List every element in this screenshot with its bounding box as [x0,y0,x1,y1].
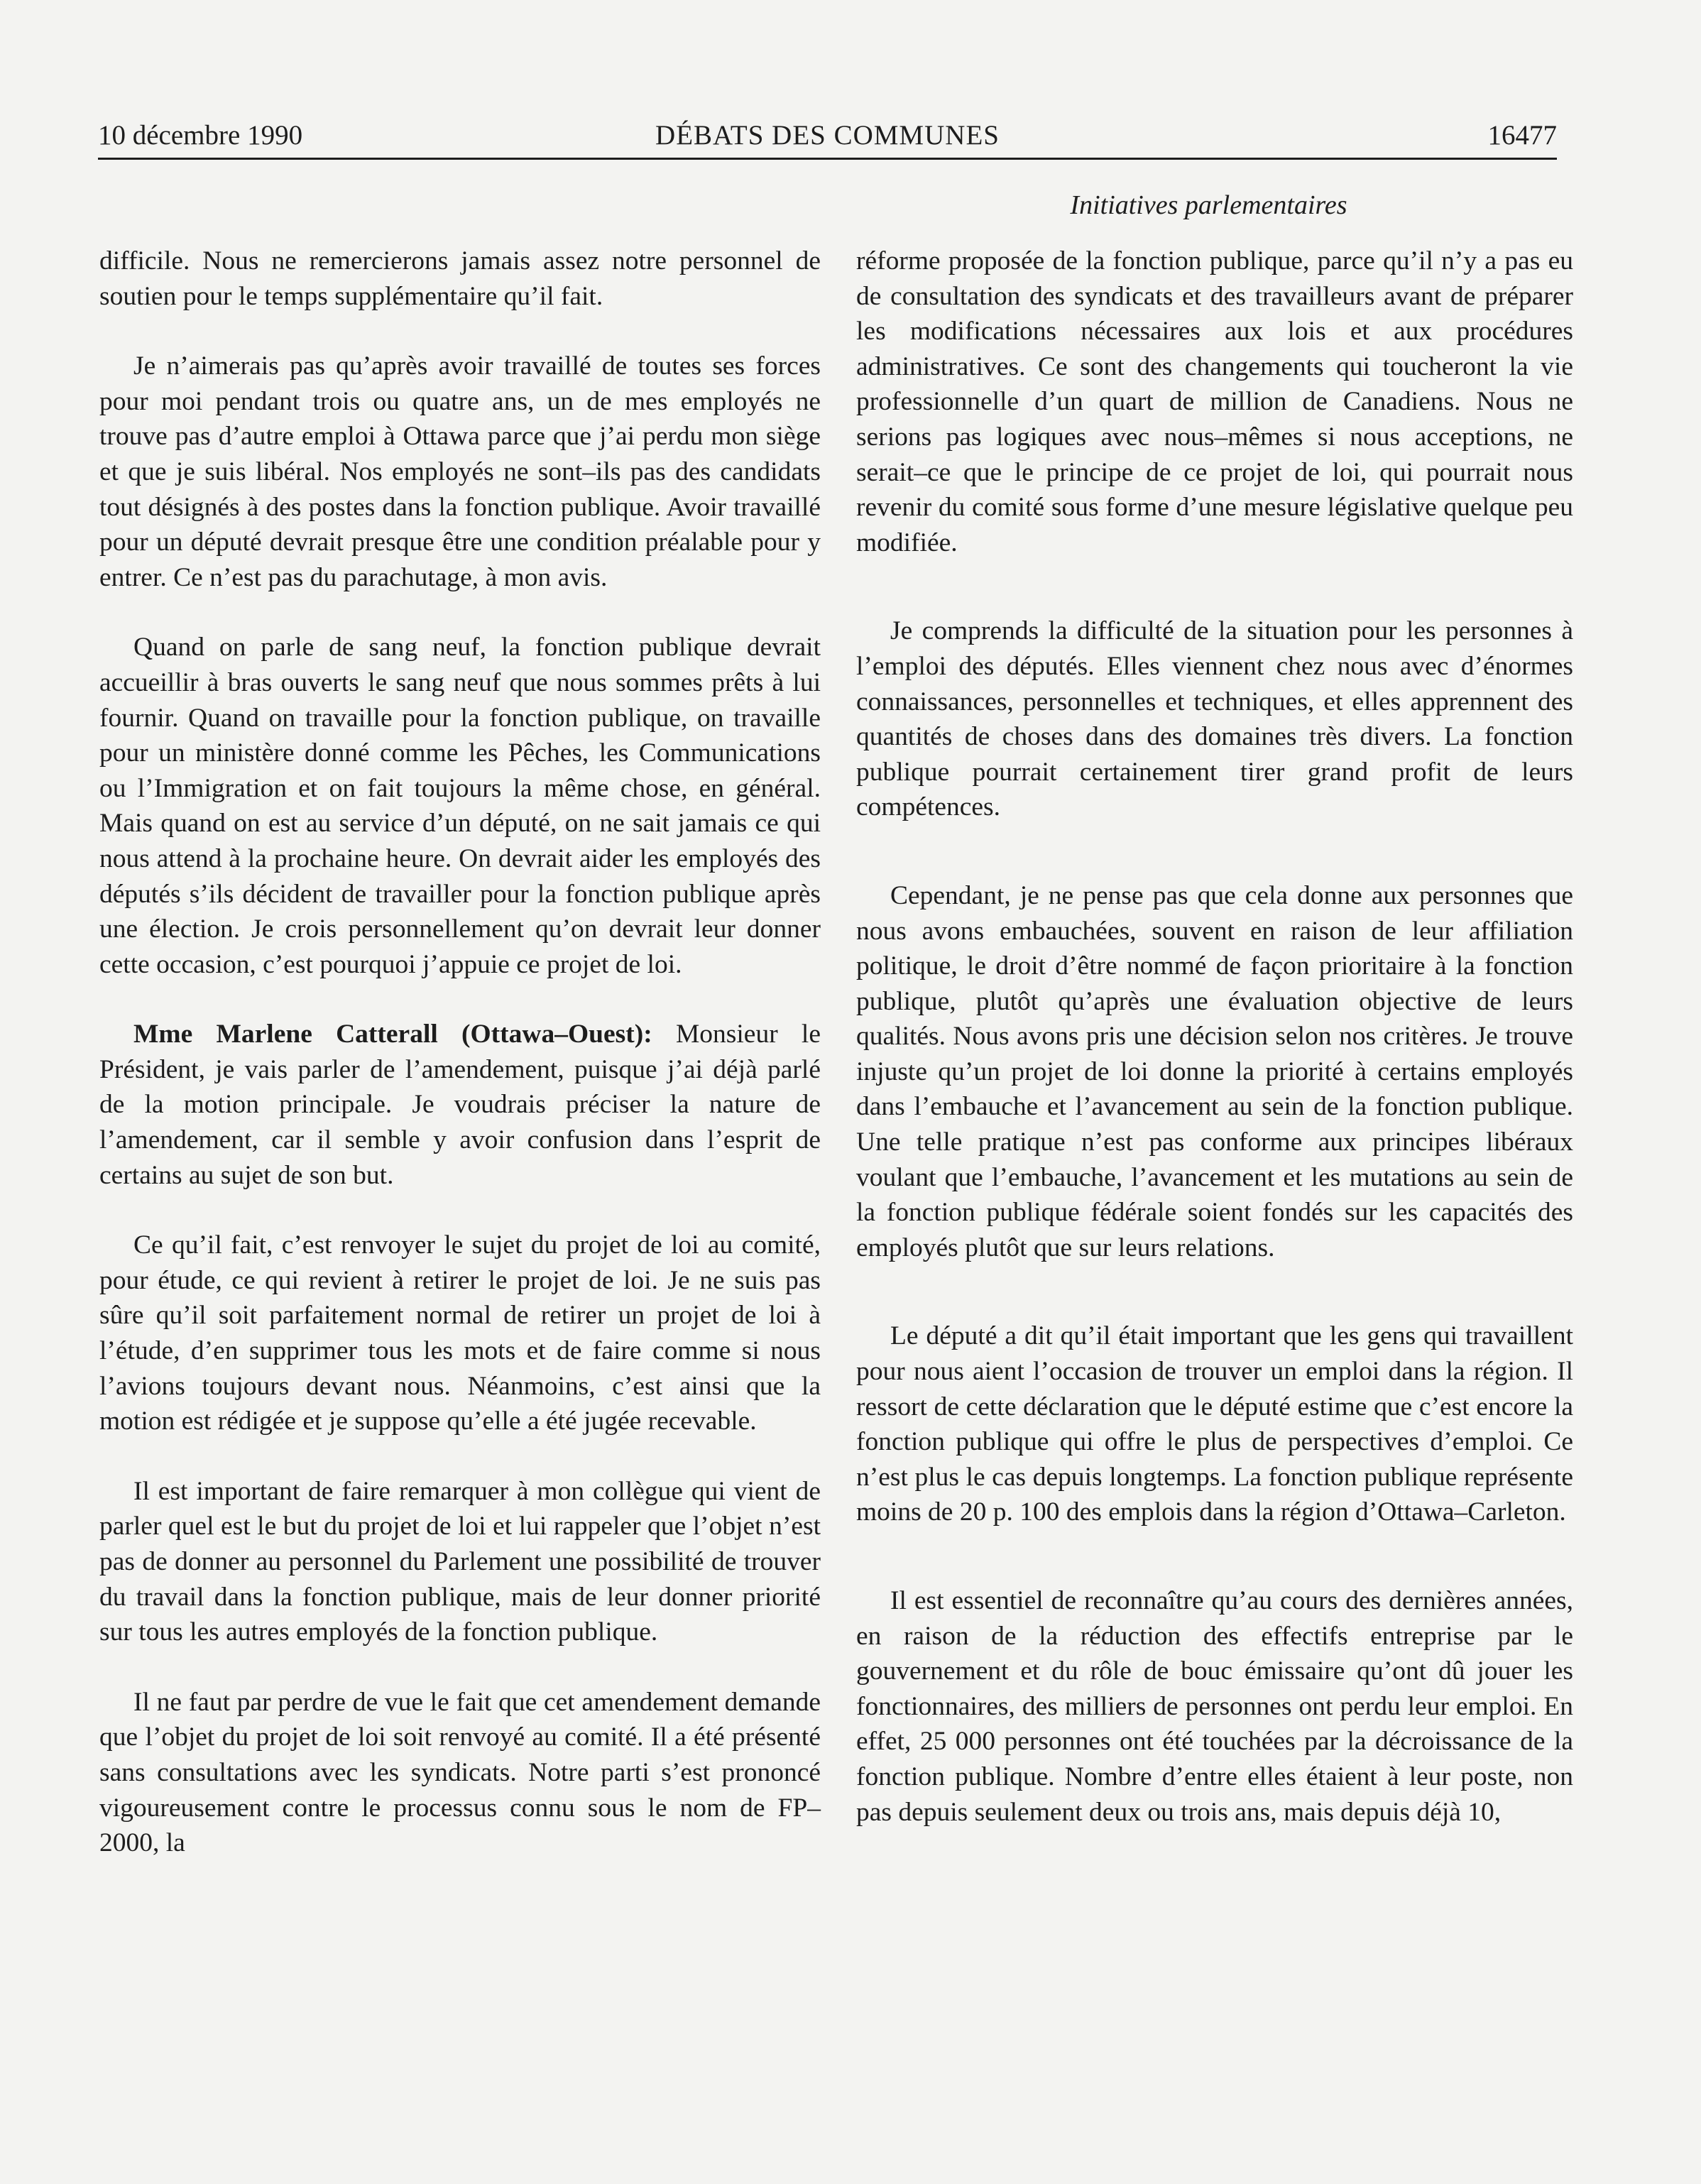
paragraph: Il ne faut par perdre de vue le fait que cet amendement demande que l’objet du projet de loi soit renvoyé au comité. Il a été présenté sans consultations avec les syndicats. Notre parti s’est prononcé vigoureusement contre le processus connu sous le nom de FP–2000, la [99,1687,821,1858]
paragraph: Il est important de faire remarquer à mon collègue qui vient de parler quel est le but du projet de loi et lui rappeler que l’objet n’est pas de donner au personnel du Parlement une possibilité de trouver du travail dans la fonction publique, mais de leur donner priorité sur tous les autres employés de la fonction publique. [99,1476,821,1647]
header-rule [98,158,1557,160]
page-number: 16477 [1487,120,1557,151]
right-column [856,244,1573,1830]
paragraph: difficile. Nous ne remercierons jamais assez notre personnel de soutien pour le temps supplémentaire qu’il fait. [99,246,821,311]
speaker-text: Monsieur le Président, je vais parler de l’amendement, puisque j’ai déjà parlé de la motion principale. Je voudrais préciser la nature de l’amendement, car il semble y avoir confusion dans l’esprit de certains au sujet de son but. [99,1020,821,1190]
paragraph: Cependant, je ne pense pas que cela donne aux personnes que nous avons embauchées, souvent en raison de leur affiliation politique, le droit d’être nommé de façon prioritaire à la fonction publique, plutôt qu’après une évaluation objective de leurs qualités. Nous avons pris une décision selon nos critères. Je trouve injuste qu’un projet de loi donne la priorité à certains employés dans l’embauche et l’avancement au sein de la fonction publique. Une telle pratique n’est pas conforme aux principes libéraux voulant que l’embauche, l’avancement et les mutations au sein de la fonction publique fédérale soient fondés sur les capacités des employés plutôt que sur leurs relations. [856,880,1573,1262]
speaker-paragraph [99,1017,821,1193]
header-title: DÉBATS DES COMMUNES [655,120,1000,151]
section-heading: Initiatives parlementaires [1070,190,1347,220]
left-column [99,244,821,1861]
paragraph: Il est essentiel de reconnaître qu’au cours des dernières années, en raison de la réduction des effectifs entreprise par le gouvernement et du rôle de bouc émissaire qu’ont dû jouer les fonctionnaires, des milliers de personnes ont perdu leur emploi. En effet, 25 000 personnes ont été touchées par la décroissance de la fonction publique. Nombre d’entre elles étaient à leur poste, non pas depuis seulement deux ou trois ans, mais depuis déjà 10, [856,1586,1573,1827]
paragraph: Quand on parle de sang neuf, la fonction publique devrait accueillir à bras ouverts le sang neuf que nous sommes prêts à lui fournir. Quand on travaille pour la fonction publique, on travaille pour un ministère donné comme les Pêches, les Communications ou l’Immigration et on fait toujours la même chose, en général. Mais quand on est au service d’un député, on ne sait jamais ce qui nous attend à la prochaine heure. On devrait aider les employés des députés s’ils décident de travailler pour la fonction publique après une élection. Je crois personnellement qu’on devrait leur donner cette occasion, c’est pourquoi j’appuie ce projet de loi. [99,633,821,979]
paragraph: Ce qu’il fait, c’est renvoyer le sujet du projet de loi au comité, pour étude, ce qui revient à retirer le projet de loi. Je ne suis pas sûre qu’il soit parfaitement normal de retirer un projet de loi à l’étude, d’en supprimer tous les mots et de faire comme si nous l’avions toujours devant nous. Néanmoins, c’est ainsi que la motion est rédigée et je suppose qu’elle a été jugée recevable. [99,1230,821,1436]
paragraph: Je comprends la difficulté de la situation pour les personnes à l’emploi des députés. Elles viennent chez nous avec d’énormes connaissances, personnelles et techniques, et elles apprennent des quantités de choses dans des domaines très divers. La fonction publique pourrait certainement tirer grand profit de leurs compétences. [856,616,1573,822]
speaker-name: Mme Marlene Catterall (Ottawa–Ouest): [133,1020,652,1049]
paragraph: réforme proposée de la fonction publique, parce qu’il n’y a pas eu de consultation des syndicats et des travailleurs avant de préparer les modifications nécessaires aux lois et aux procédures administratives. Ce sont des changements qui toucheront la vie professionnelle d’un quart de million de Canadiens. Nous ne serions pas logiques avec nous–mêmes si nous acceptions, ne serait–ce que le principe de ce projet de loi, qui pourrait nous revenir du comité sous forme d’une mesure législative quelque peu modifiée. [856,246,1573,557]
paragraph: Je n’aimerais pas qu’après avoir travaillé de toutes ses forces pour moi pendant trois ou quatre ans, un de mes employés ne trouve pas d’autre emploi à Ottawa parce que j’ai perdu mon siège et que je suis libéral. Nos employés ne sont–ils pas des candidats tout désignés à des postes dans la fonction publique. Avoir travaillé pour un député devrait presque être une condition préalable pour y entrer. Ce n’est pas du parachutage, à mon avis. [99,351,821,592]
page-header [98,115,1557,156]
header-date: 10 décembre 1990 [98,120,303,151]
paragraph: Le député a dit qu’il était important que les gens qui travaillent pour nous aient l’occasion de trouver un emploi dans la région. Il ressort de cette déclaration que le député estime que c’est encore la fonction publique qui offre le plus de perspectives d’emploi. Ce n’est plus le cas depuis longtemps. La fonction publique représente moins de 20 p. 100 des emplois dans la région d’Ottawa–Carleton. [856,1321,1573,1527]
